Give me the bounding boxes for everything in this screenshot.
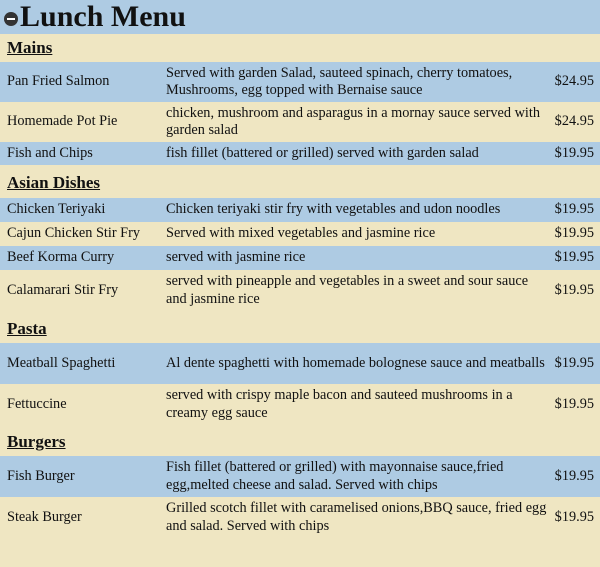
menu-item-row xyxy=(0,246,600,270)
item-description: Served with mixed vegetables and jasmine rice xyxy=(166,225,436,242)
item-description: served with crispy maple bacon and sauteed mushrooms in a creamy egg sauce xyxy=(166,387,513,421)
item-description: fish fillet (battered or grilled) served with garden salad xyxy=(166,144,479,161)
item-name: Homemade Pot Pie xyxy=(7,113,118,130)
menu-item-row xyxy=(0,384,600,425)
item-name: Chicken Teriyaki xyxy=(7,201,106,218)
item-price: $24.95 xyxy=(554,73,594,90)
menu-item-row xyxy=(0,270,600,311)
item-price: $19.95 xyxy=(554,395,594,412)
item-name: Cajun Chicken Stir Fry xyxy=(7,225,141,242)
item-price: $19.95 xyxy=(554,281,594,298)
item-name: Fish and Chips xyxy=(7,144,93,161)
menu-item-row xyxy=(0,222,600,246)
item-description: Fish fillet (battered or grilled) with mayonnaise sauce,fried egg,melted cheese and salad. Served with chips xyxy=(166,459,504,493)
item-name: Beef Korma Curry xyxy=(7,249,115,266)
section-header xyxy=(0,34,600,62)
item-price: $19.95 xyxy=(554,508,594,525)
section-header xyxy=(0,428,600,456)
section-title: Asian Dishes xyxy=(7,173,101,192)
item-price: $19.95 xyxy=(554,354,594,371)
item-description: served with pineapple and vegetables in a sweet and sour sauce and jasmine rice xyxy=(166,273,529,307)
menu-item-row xyxy=(0,343,600,384)
page-title: Lunch Menu xyxy=(20,0,186,33)
item-description: chicken, mushroom and asparagus in a mornay sauce served with garden salad xyxy=(166,104,540,138)
menu-item-row xyxy=(0,198,600,222)
menu-header xyxy=(0,0,600,34)
item-description: Al dente spaghetti with homemade bolognese sauce and meatballs xyxy=(166,354,545,371)
section-title: Mains xyxy=(7,38,53,57)
section-title: Burgers xyxy=(7,432,66,451)
item-price: $24.95 xyxy=(554,113,594,130)
item-price: $19.95 xyxy=(554,144,594,161)
section-title: Pasta xyxy=(7,318,47,338)
item-price: $19.95 xyxy=(554,467,594,484)
item-description: Grilled scotch fillet with caramelised onions,BBQ sauce, fried egg and salad. Served with chips xyxy=(166,500,547,534)
section-header xyxy=(0,314,600,343)
item-description: Served with garden Salad, sauteed spinach, cherry tomatoes, Mushrooms, egg topped with Bernaise sauce xyxy=(166,64,513,98)
item-name: Meatball Spaghetti xyxy=(7,354,116,371)
item-price: $19.95 xyxy=(554,201,594,218)
item-description: served with jasmine rice xyxy=(166,249,306,266)
item-description: Chicken teriyaki stir fry with vegetables and udon noodles xyxy=(166,201,501,218)
menu-item-row xyxy=(0,142,600,165)
item-price: $19.95 xyxy=(554,249,594,266)
item-price: $19.95 xyxy=(554,225,594,242)
menu-item-row xyxy=(0,102,600,142)
item-name: Calamarari Stir Fry xyxy=(7,281,119,298)
menu-item-row xyxy=(0,62,600,102)
section-header xyxy=(0,168,600,198)
item-name: Pan Fried Salmon xyxy=(7,73,110,90)
collapse-icon[interactable] xyxy=(4,12,18,26)
item-name: Steak Burger xyxy=(7,508,82,525)
menu-item-row xyxy=(0,497,600,538)
item-name: Fish Burger xyxy=(7,467,75,484)
menu-item-row xyxy=(0,456,600,497)
item-name: Fettuccine xyxy=(7,395,67,412)
